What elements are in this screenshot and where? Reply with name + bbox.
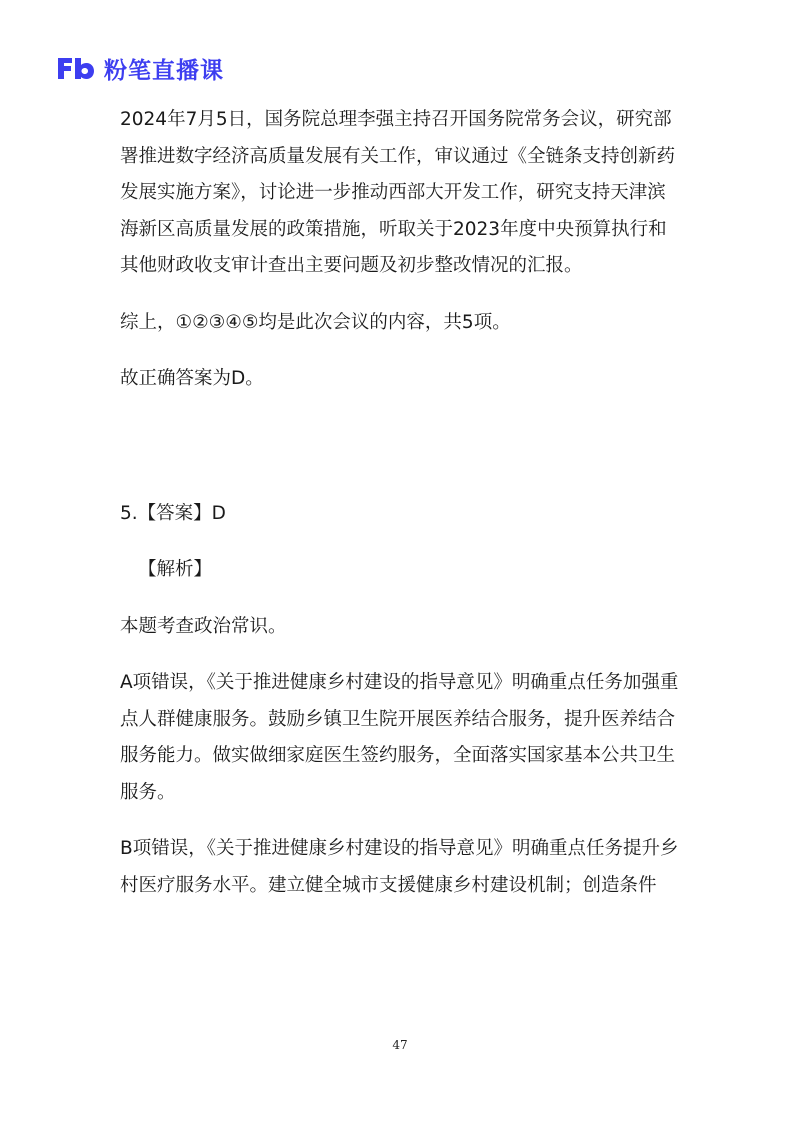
paragraph-summary: 综上，①②③④⑤均是此次会议的内容，共5项。 [120,311,511,333]
fb-logo-icon [56,54,96,82]
paragraph-option-a: A项错误，《关于推进健康乡村建设的指导意见》明确重点任务加强重点人群健康服务。鼓励乡镇卫生院开展医养结合服务，提升医养结合服务能力。做实做细家庭医生签约服务，全面落实国家基本公共卫生服务。 [120,672,679,803]
analysis-label: 【解析】 [138,559,213,580]
paragraph-meeting: 2024年7月5日，国务院总理李强主持召开国务院常务会议，研究部署推进数字经济高质量发展有关工作，审议通过《全链条支持创新药发展实施方案》，讨论进一步推动西部大开发工作，研究支持天津滨海新区高质量发展的政策措施，听取关于2023年度中央预算执行和其他财政收支审计查出主要问题及初步整改情况的汇报。 [120,109,676,276]
page-number: 47 [392,1038,408,1052]
brand-name: 粉笔直播课 [104,57,224,84]
section-gap [120,418,680,496]
brand-logo [56,52,224,84]
paragraph-option-b: B项错误，《关于推进健康乡村建设的指导意见》明确重点任务提升乡村医疗服务水平。建立健全城市支援健康乡村建设机制；创造条件 [120,838,679,896]
paragraph-topic: 本题考查政治常识。 [120,615,287,637]
paragraph-conclusion: 故正确答案为D。 [120,368,264,389]
document-body [120,102,680,924]
answer-line: 5.【答案】D [120,502,226,524]
